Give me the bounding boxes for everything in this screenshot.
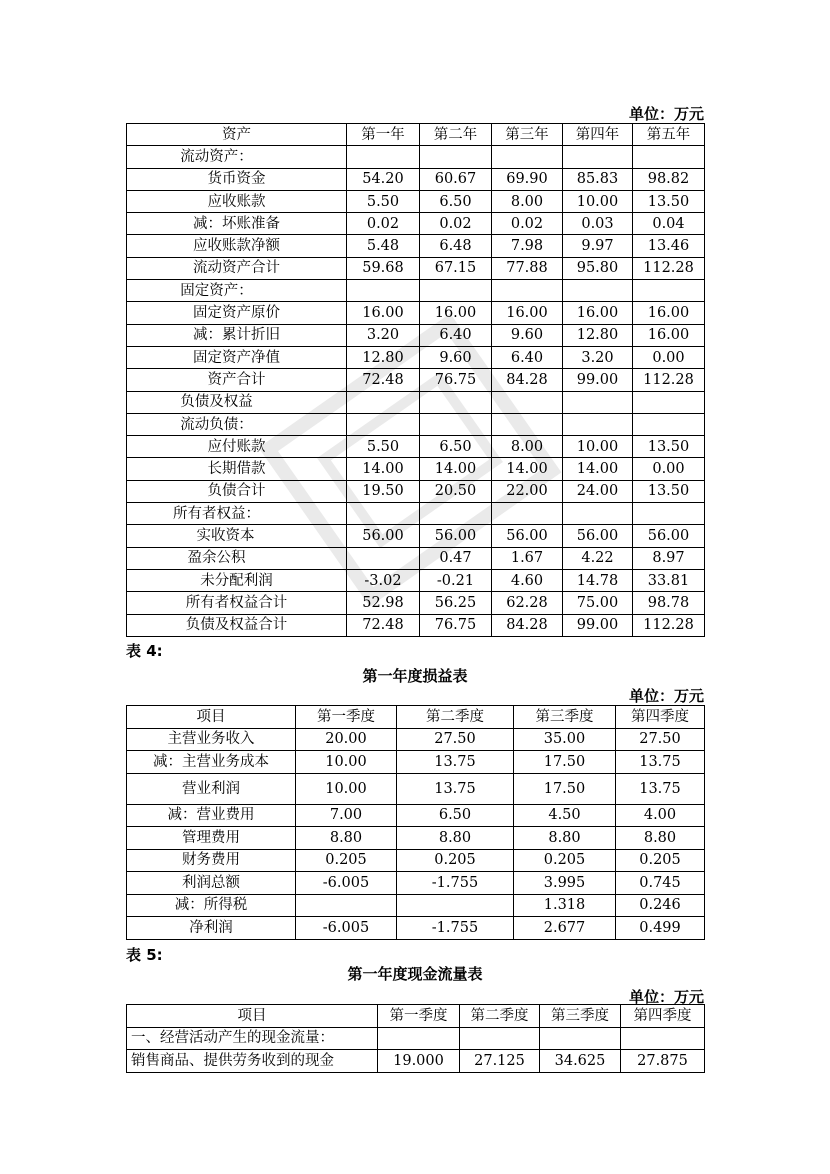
table-cell: 56.00 [492,525,563,547]
header-row [127,124,705,146]
row-label: 减：营业费用 [127,804,296,827]
table-cell: 4.00 [616,804,705,827]
table-row [127,751,705,774]
table-row [127,458,705,480]
table-cell: 13.75 [616,751,705,774]
table-cell: 10.00 [563,436,633,458]
table-cell: 27.50 [397,728,514,751]
table-row [127,168,705,190]
table-cell: 1.67 [492,547,563,569]
table-cell: 22.00 [492,480,563,502]
table-row [127,1050,705,1073]
table-cell [492,146,563,168]
table-cell: -1.755 [397,917,514,940]
table-row [127,827,705,850]
table4-caption: 表 4: [126,642,163,660]
table-cell [492,391,563,413]
table-cell [420,280,492,302]
table-row [127,280,705,302]
row-label: 利润总额 [127,872,296,895]
row-label: 应收账款净额 [127,235,347,257]
table-row [127,146,705,168]
table-cell: 13.75 [616,773,705,804]
table-cell [563,146,633,168]
header-row [127,706,705,729]
row-label: 主营业务收入 [127,728,296,751]
row-label: 营业利润 [127,773,296,804]
table-cell: 27.125 [460,1050,540,1073]
table-cell: 14.00 [347,458,420,480]
table-cell [420,391,492,413]
row-label: 流动资产合计 [127,257,347,279]
table-cell: 0.205 [616,849,705,872]
table-cell: 76.75 [420,369,492,391]
table-cell: 16.00 [492,302,563,324]
table-cell: 67.15 [420,257,492,279]
table-cell: 20.00 [296,728,397,751]
table-cell: 14.00 [563,458,633,480]
table-cell: 13.50 [633,480,705,502]
table-cell: 8.80 [616,827,705,850]
table-cell [420,503,492,525]
table-row [127,872,705,895]
table-cell: 56.00 [563,525,633,547]
row-label: 固定资产： [127,280,347,302]
table-cell [378,1027,460,1050]
table-cell: 56.00 [420,525,492,547]
table-cell [492,413,563,435]
table-cell [492,280,563,302]
table-row [127,369,705,391]
column-header: 第二年 [420,124,492,146]
table-cell: 13.75 [397,751,514,774]
table-cell [540,1027,621,1050]
row-label: 资产合计 [127,369,347,391]
table-cell: 3.20 [563,346,633,368]
row-label: 一、经营活动产生的现金流量： [127,1027,378,1050]
table-cell [633,391,705,413]
table-cell: 77.88 [492,257,563,279]
table5-caption: 表 5: [126,946,163,964]
table5-unit: 单位：万元 [628,988,704,1006]
table-cell: 6.50 [420,436,492,458]
table-cell: 84.28 [492,369,563,391]
table-cell: 35.00 [514,728,616,751]
table-cell: -0.21 [420,569,492,591]
table-cell: 5.48 [347,235,420,257]
table-cell [633,413,705,435]
table-cell: 0.499 [616,917,705,940]
table-cell: 0.246 [616,894,705,917]
table-cell: 99.00 [563,614,633,636]
table-cell: 16.00 [420,302,492,324]
column-header: 第三季度 [514,706,616,729]
table-cell [563,413,633,435]
row-label: 负债及权益 [127,391,347,413]
table-cell [621,1027,705,1050]
table-cell [633,280,705,302]
table-cell [296,894,397,917]
table-cell: 13.50 [633,436,705,458]
table-cell [563,280,633,302]
table-cell [563,391,633,413]
table-cell: 2.677 [514,917,616,940]
table-cell: 7.98 [492,235,563,257]
column-header: 第二季度 [397,706,514,729]
table-cell: 6.48 [420,235,492,257]
table-row [127,302,705,324]
table-cell: 99.00 [563,369,633,391]
table-row [127,614,705,636]
table-cell: 72.48 [347,369,420,391]
table-cell: 3.995 [514,872,616,895]
table-cell: 72.48 [347,614,420,636]
row-label: 减：所得税 [127,894,296,917]
table-row [127,849,705,872]
table-cell: 8.97 [633,547,705,569]
row-label: 应收账款 [127,190,347,212]
column-header: 第一年 [347,124,420,146]
column-header: 第五年 [633,124,705,146]
table-cell: 27.50 [616,728,705,751]
table-row [127,569,705,591]
table-cell: 0.04 [633,213,705,235]
table3-unit: 单位：万元 [628,105,704,123]
table-cell: 59.68 [347,257,420,279]
row-label: 流动资产： [127,146,347,168]
header-row [127,1005,705,1028]
table-cell: 0.02 [492,213,563,235]
table-cell: 0.02 [347,213,420,235]
table-cell: 16.00 [563,302,633,324]
table-cell: 10.00 [296,773,397,804]
table-cell [347,280,420,302]
balance-sheet-table [126,123,705,637]
table4-unit: 单位：万元 [628,687,704,705]
column-header: 第四季度 [616,706,705,729]
table-cell: 16.00 [347,302,420,324]
table-cell: 85.83 [563,168,633,190]
table-cell: 56.00 [347,525,420,547]
table-row [127,1027,705,1050]
row-label: 实收资本 [127,525,347,547]
table-cell: 95.80 [563,257,633,279]
table-cell: 5.50 [347,436,420,458]
table-cell [633,503,705,525]
table-row [127,391,705,413]
table-row [127,324,705,346]
column-header: 第二季度 [460,1005,540,1028]
table-cell: 9.60 [492,324,563,346]
table-cell [420,146,492,168]
table-cell: 60.67 [420,168,492,190]
table-cell [347,547,420,569]
table-cell: -6.005 [296,872,397,895]
table-cell: 14.00 [492,458,563,480]
column-header: 第三季度 [540,1005,621,1028]
table5-title: 第一年度现金流量表 [347,965,483,983]
table-cell: 54.20 [347,168,420,190]
table-row [127,592,705,614]
table-cell: 8.00 [492,436,563,458]
table-cell: 112.28 [633,369,705,391]
row-label: 净利润 [127,917,296,940]
table-cell: 17.50 [514,751,616,774]
row-label: 减：坏账准备 [127,213,347,235]
table-cell: 0.02 [420,213,492,235]
table-row [127,804,705,827]
table-cell: 10.00 [563,190,633,212]
table-cell: 75.00 [563,592,633,614]
row-label: 盈余公积 [127,547,347,569]
row-label: 应付账款 [127,436,347,458]
income-statement-table [126,705,705,940]
table4-title: 第一年度损益表 [362,667,468,685]
table-cell [460,1027,540,1050]
table-row [127,213,705,235]
table-row [127,728,705,751]
row-label: 固定资产原价 [127,302,347,324]
row-label: 销售商品、提供劳务收到的现金 [127,1050,378,1073]
table-cell [397,894,514,917]
table-cell: 4.60 [492,569,563,591]
table-cell: 3.20 [347,324,420,346]
table-row [127,346,705,368]
row-label: 固定资产净值 [127,346,347,368]
table-cell: 27.875 [621,1050,705,1073]
table-cell [347,391,420,413]
table-cell [347,503,420,525]
table-cell: 0.47 [420,547,492,569]
table-cell: 4.50 [514,804,616,827]
table-row [127,525,705,547]
row-label: 财务费用 [127,849,296,872]
row-label: 减：累计折旧 [127,324,347,346]
table-cell: 8.80 [296,827,397,850]
table-cell: 0.745 [616,872,705,895]
table-cell: 33.81 [633,569,705,591]
table-cell: 0.00 [633,346,705,368]
table-cell: 56.25 [420,592,492,614]
column-header: 第一季度 [296,706,397,729]
cash-flow-table [126,1004,705,1073]
table-cell: 62.28 [492,592,563,614]
table-row [127,894,705,917]
row-label: 负债合计 [127,480,347,502]
table-cell: 0.205 [514,849,616,872]
row-label: 所有者权益合计 [127,592,347,614]
column-header: 第一季度 [378,1005,460,1028]
row-label: 长期借款 [127,458,347,480]
table-cell: -1.755 [397,872,514,895]
table-cell: 6.40 [492,346,563,368]
table-cell: 6.40 [420,324,492,346]
table-cell: 6.50 [420,190,492,212]
table-cell: 20.50 [420,480,492,502]
table-cell: 69.90 [492,168,563,190]
row-label: 负债及权益合计 [127,614,347,636]
table-cell: 24.00 [563,480,633,502]
table-cell [563,503,633,525]
table-cell: 14.00 [420,458,492,480]
table-cell: 10.00 [296,751,397,774]
column-header: 项目 [127,1005,378,1028]
table-cell: 7.00 [296,804,397,827]
table-row [127,436,705,458]
table-cell: -6.005 [296,917,397,940]
table-cell: 9.60 [420,346,492,368]
table-cell: 4.22 [563,547,633,569]
table-cell: 8.00 [492,190,563,212]
row-label: 未分配利润 [127,569,347,591]
table-cell: -3.02 [347,569,420,591]
table-cell: 17.50 [514,773,616,804]
table-cell: 19.50 [347,480,420,502]
table-cell: 12.80 [563,324,633,346]
table-cell [633,146,705,168]
row-label: 减：主营业务成本 [127,751,296,774]
table-cell: 34.625 [540,1050,621,1073]
table-row [127,413,705,435]
table-cell: 112.28 [633,257,705,279]
table-cell: 19.000 [378,1050,460,1073]
table-row [127,480,705,502]
table-cell: 13.75 [397,773,514,804]
table-cell: 13.50 [633,190,705,212]
table-cell: 84.28 [492,614,563,636]
table-cell: 5.50 [347,190,420,212]
table-cell: 56.00 [633,525,705,547]
table-row [127,235,705,257]
table-row [127,257,705,279]
table-row [127,190,705,212]
table-cell: 12.80 [347,346,420,368]
table-cell: 8.80 [514,827,616,850]
table-cell: 98.78 [633,592,705,614]
table-cell: 52.98 [347,592,420,614]
table-cell [420,413,492,435]
table-cell [347,413,420,435]
table-cell: 0.205 [296,849,397,872]
table-cell: 98.82 [633,168,705,190]
table-row [127,503,705,525]
row-label: 所有者权益： [127,503,347,525]
table-cell: 14.78 [563,569,633,591]
table-cell: 0.03 [563,213,633,235]
row-label: 管理费用 [127,827,296,850]
table-cell [347,146,420,168]
row-label: 流动负债： [127,413,347,435]
table-cell: 16.00 [633,324,705,346]
column-header: 项目 [127,706,296,729]
table-cell: 13.46 [633,235,705,257]
table-cell: 0.205 [397,849,514,872]
table-cell: 6.50 [397,804,514,827]
column-header: 第四季度 [621,1005,705,1028]
row-label: 货币资金 [127,168,347,190]
table-cell [492,503,563,525]
table-cell: 112.28 [633,614,705,636]
column-header: 资产 [127,124,347,146]
table-row [127,773,705,804]
table-cell: 9.97 [563,235,633,257]
table-row [127,917,705,940]
table-cell: 76.75 [420,614,492,636]
table-cell: 8.80 [397,827,514,850]
column-header: 第四年 [563,124,633,146]
table-cell: 1.318 [514,894,616,917]
column-header: 第三年 [492,124,563,146]
table-cell: 0.00 [633,458,705,480]
table-cell: 16.00 [633,302,705,324]
table-row [127,547,705,569]
